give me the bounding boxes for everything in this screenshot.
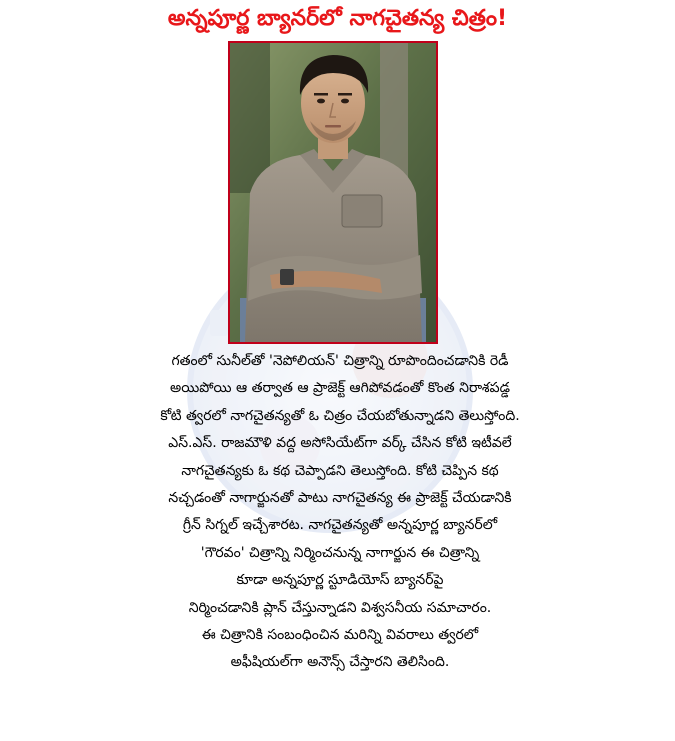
article-line: గ్రీన్‌ సిగ్నల్‌ ఇచ్చేశారట. నాగచైతన్యతో అన్నపూర్ణ బ్యానర్‌లో bbox=[182, 517, 498, 534]
portrait-photo-icon bbox=[230, 43, 436, 342]
article-photo bbox=[228, 41, 438, 344]
article-headline: అన్నపూర్ణ బ్యానర్‌లో నాగచైతన్య చిత్రం! bbox=[167, 6, 508, 31]
article-body bbox=[60, 348, 620, 677]
article-line: అయిపోయి ఆ తర్వాత ఆ ప్రాజెక్ట్‌ ఆగిపోవడంతో కొంత నిరాశపడ్డ bbox=[170, 380, 510, 397]
article-line: అఫీషియల్‌గా అనౌన్స్‌ చేస్తారని తెలిసింది. bbox=[230, 654, 450, 671]
article-line: ఎస్‌.ఎస్‌. రాజమౌళి వద్ద అసోసియేట్‌గా వర్క్‌ చేసిన కోటి ఇటీవలే bbox=[168, 435, 512, 452]
article-line: కూడా అన్నపూర్ణ స్టూడియోస్‌ బ్యానర్‌పై bbox=[236, 572, 444, 589]
article-line: కోటి త్వరలో నాగచైతన్యతో ఓ చిత్రం చేయబోతున్నాడని తెలుస్తోంది. bbox=[160, 407, 520, 424]
article-line: గతంలో సునీల్‌తో 'నెపోలియన్‌' చిత్రాన్ని రూపొందించడానికి రెడీ bbox=[171, 353, 509, 369]
article-line: నాగచైతన్యకు ఓ కథ చెప్పాడని తెలుస్తోంది. కోటి చెప్పిన కథ bbox=[181, 462, 499, 479]
article-line: నచ్చడంతో నాగార్జునతో పాటు నాగచైతన్య ఈ ప్రాజెక్ట్‌ చేయడానికి bbox=[168, 490, 512, 507]
article-line: 'గౌరవం' చిత్రాన్ని నిర్మించనున్న నాగార్జున ఈ చిత్రాన్ని bbox=[200, 544, 480, 561]
article-line: నిర్మించడానికి ప్లాన్‌ చేస్తున్నాడని విశ్వసనీయ సమాచారం. bbox=[188, 599, 492, 616]
article-line: ఈ చిత్రానికి సంబంధించిన మరిన్ని వివరాలు త్వరలో bbox=[201, 627, 479, 644]
